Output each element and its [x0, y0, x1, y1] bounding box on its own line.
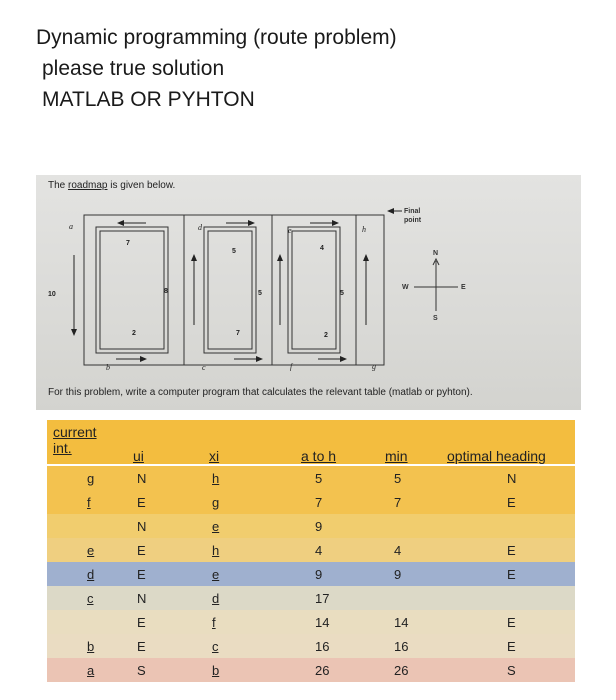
cell-optimal-heading: S: [507, 663, 516, 678]
cell-ui: E: [137, 615, 146, 630]
cell-ui: S: [137, 663, 146, 678]
table-row-band: [47, 562, 575, 586]
header-xi: xi: [209, 448, 220, 464]
node-b: b: [106, 363, 110, 372]
solution-table-image: [47, 420, 575, 690]
cell-a-to-h: 9: [315, 519, 323, 534]
question-line-3: MATLAB OR PYHTON: [42, 88, 255, 111]
cell-optimal-heading: E: [507, 615, 516, 630]
edge-bc: 2: [132, 330, 136, 337]
edge-fg: 2: [324, 332, 328, 339]
cell-current: f: [87, 495, 91, 510]
edge-ad: 7: [126, 240, 130, 247]
edge-de: 5: [232, 248, 236, 255]
table-row-band: [47, 514, 575, 538]
roadmap-diagram: [36, 175, 581, 410]
cell-current: a: [87, 663, 95, 678]
cell-optimal-heading: E: [507, 567, 516, 582]
cell-ui: E: [137, 639, 146, 654]
cell-min: 4: [394, 543, 402, 558]
roadmap-image: [36, 175, 581, 410]
cell-min: 14: [394, 615, 409, 630]
cell-current: d: [87, 567, 95, 582]
cell-xi: g: [212, 495, 220, 510]
cell-xi: d: [212, 591, 220, 606]
cell-optimal-heading: N: [507, 471, 517, 486]
cell-min: 16: [394, 639, 409, 654]
compass-icon: [414, 259, 458, 311]
final-point-label-1: Final: [404, 208, 421, 215]
cell-optimal-heading: E: [507, 543, 516, 558]
cell-ui: E: [137, 543, 146, 558]
cell-ui: E: [137, 495, 146, 510]
edge-fe: 5: [258, 290, 262, 297]
header-ui: ui: [133, 448, 144, 464]
table-row-band: [47, 610, 575, 634]
cell-min: 7: [394, 495, 402, 510]
cell-xi: e: [212, 519, 220, 534]
cell-a-to-h: 14: [315, 615, 330, 630]
header-a-to-h: a to h: [301, 448, 337, 464]
cell-current: c: [87, 591, 94, 606]
table-row-band: [47, 634, 575, 658]
cell-a-to-h: 9: [315, 567, 323, 582]
cell-xi: e: [212, 567, 220, 582]
cell-ui: N: [137, 519, 147, 534]
node-h: h: [362, 225, 366, 234]
node-d: d: [198, 223, 202, 232]
cell-a-to-h: 5: [315, 471, 323, 486]
cell-current: e: [87, 543, 95, 558]
node-c: c: [202, 363, 206, 372]
cell-optimal-heading: E: [507, 495, 516, 510]
cell-min: 9: [394, 567, 402, 582]
compass-n: N: [433, 250, 439, 257]
table-row-band: [47, 466, 575, 490]
cell-current: b: [87, 639, 95, 654]
table-row-band: [47, 490, 575, 514]
edge-gh: 5: [340, 290, 344, 297]
compass-w: W: [402, 284, 409, 291]
edge-cd: 8: [164, 288, 168, 295]
header-optimal-heading: optimal heading: [447, 448, 546, 464]
cell-xi: b: [212, 663, 220, 678]
cell-optimal-heading: E: [507, 639, 516, 654]
question-line-2: please true solution: [42, 57, 225, 80]
final-point-label-2: point: [404, 217, 422, 224]
header-current-int: current int.: [53, 424, 97, 456]
cell-xi: c: [212, 639, 219, 654]
header-min: min: [385, 448, 408, 464]
table-row-band: [47, 658, 575, 682]
cell-ui: E: [137, 567, 146, 582]
question-line-1: Dynamic programming (route problem): [36, 26, 397, 49]
cell-current: g: [87, 471, 95, 486]
roadmap-caption: The roadmap is given below.: [48, 180, 176, 191]
cell-a-to-h: 16: [315, 639, 330, 654]
question-text: [36, 22, 397, 115]
edge-ab: 10: [48, 291, 56, 298]
cell-ui: N: [137, 591, 147, 606]
edge-eh: 4: [320, 245, 324, 252]
node-a: a: [69, 222, 73, 231]
cell-min: 5: [394, 471, 402, 486]
cell-xi: h: [212, 471, 220, 486]
cell-a-to-h: 26: [315, 663, 330, 678]
cell-ui: N: [137, 471, 147, 486]
cell-a-to-h: 4: [315, 543, 323, 558]
cell-xi: f: [212, 615, 216, 630]
cell-a-to-h: 17: [315, 591, 330, 606]
compass-s: S: [433, 315, 438, 322]
table-row-band: [47, 538, 575, 562]
node-e: e: [288, 226, 292, 235]
node-f: f: [290, 362, 293, 371]
table-row-band: [47, 586, 575, 610]
edge-cf: 7: [236, 330, 240, 337]
roadmap-instructions: For this problem, write a computer program that calculates the relevant table (matlab or pyhton).: [48, 387, 473, 398]
node-g: g: [372, 362, 376, 371]
cell-a-to-h: 7: [315, 495, 323, 510]
compass-e: E: [461, 284, 466, 291]
cell-min: 26: [394, 663, 409, 678]
cell-xi: h: [212, 543, 220, 558]
